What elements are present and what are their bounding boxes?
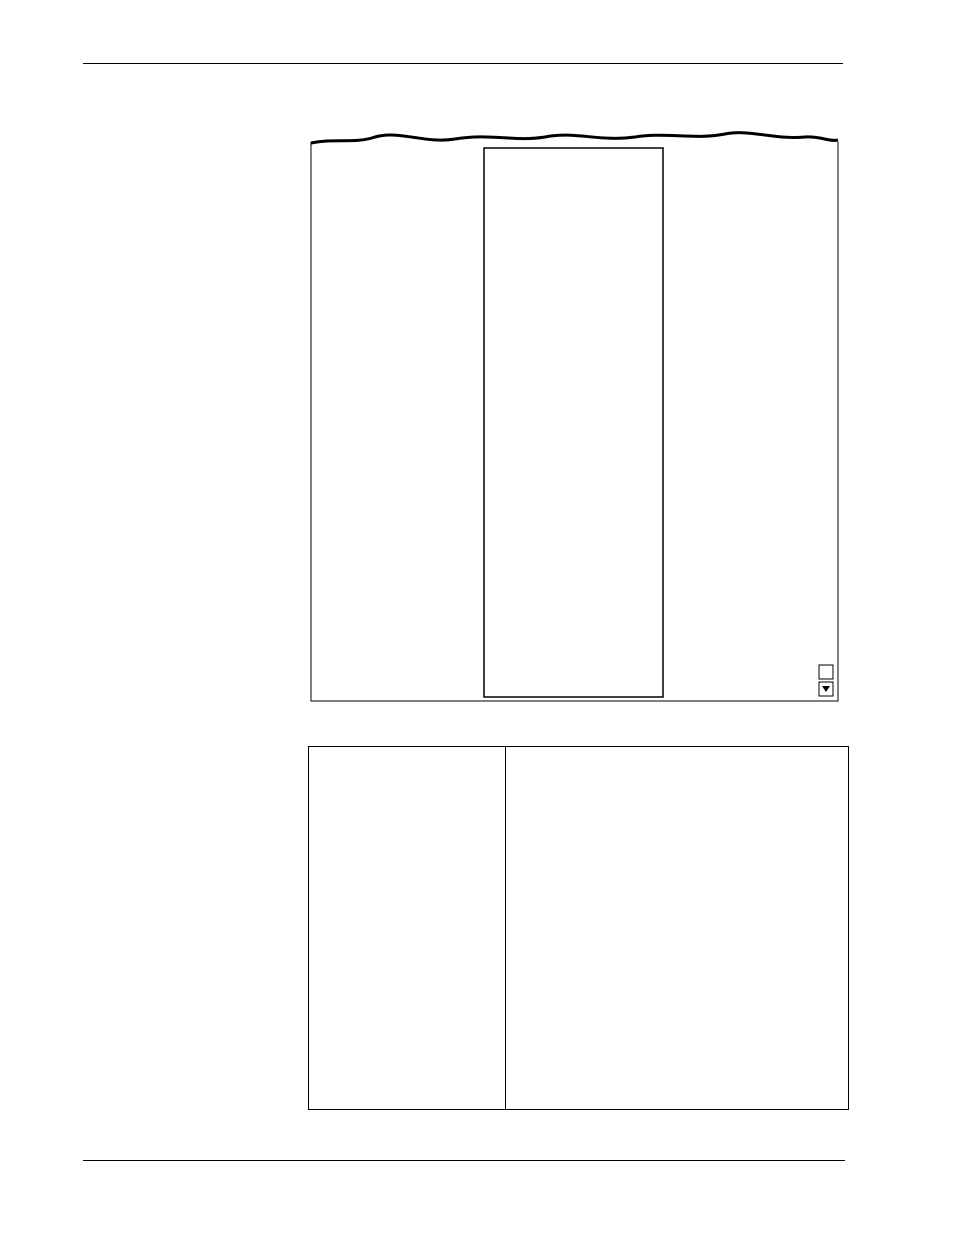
symbol-diagram bbox=[305, 128, 845, 708]
footer-rule bbox=[83, 1160, 845, 1161]
function-block[interactable] bbox=[484, 148, 663, 697]
signal-table bbox=[308, 746, 849, 1110]
header-rule bbox=[83, 63, 843, 64]
scrollbar-thumb[interactable] bbox=[819, 665, 833, 679]
column-divider bbox=[505, 747, 506, 1109]
wavy-break-edge bbox=[311, 133, 838, 143]
